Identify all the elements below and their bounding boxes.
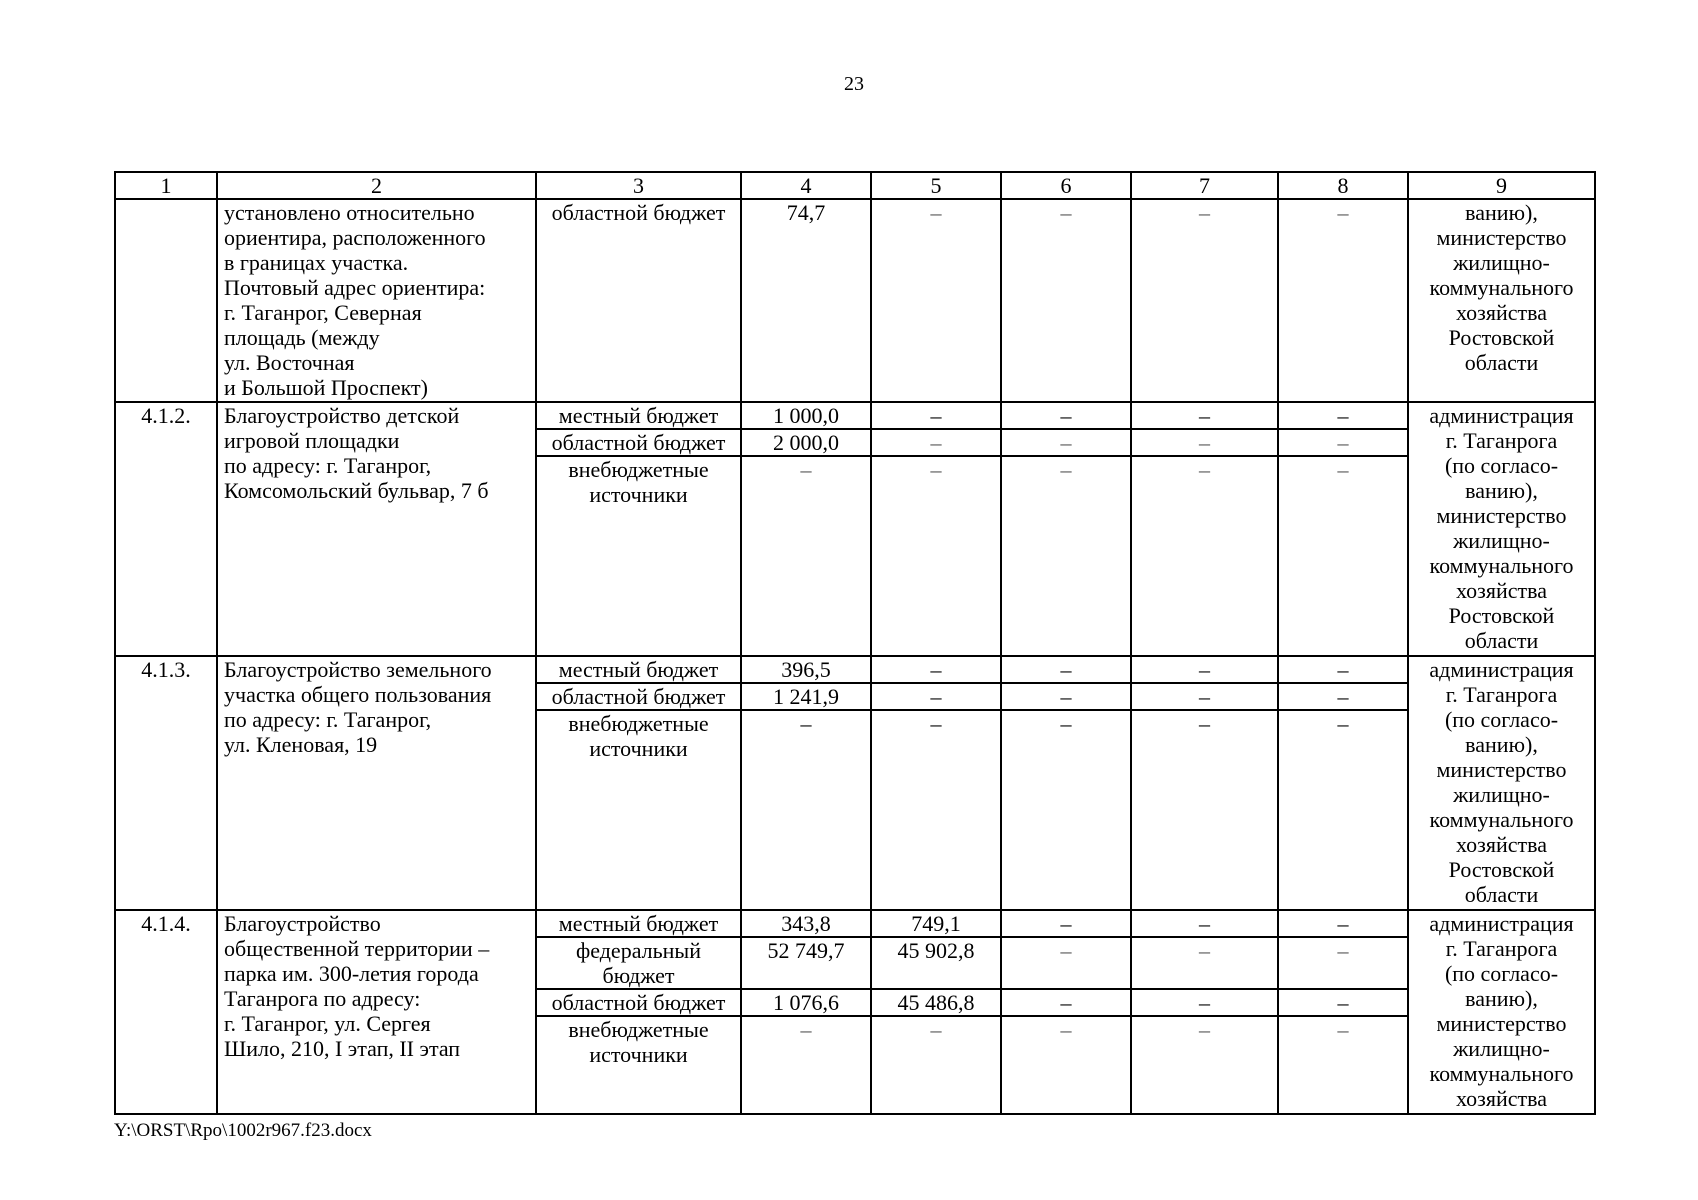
value-col-6: – bbox=[1001, 456, 1131, 656]
funding-source-cell: областной бюджет bbox=[536, 989, 741, 1016]
header-col-9: 9 bbox=[1408, 172, 1595, 199]
value-col-5: – bbox=[871, 1016, 1001, 1114]
value-col-7: – bbox=[1131, 402, 1278, 429]
value-col-4: – bbox=[741, 1016, 871, 1114]
funding-source-cell: областной бюджет bbox=[536, 199, 741, 402]
funding-source-cell: внебюджетные источники bbox=[536, 1016, 741, 1114]
value-col-5: – bbox=[871, 456, 1001, 656]
funding-source-cell: внебюджетные источники bbox=[536, 710, 741, 910]
value-col-4: 52 749,7 bbox=[741, 937, 871, 989]
value-col-4: 1 076,6 bbox=[741, 989, 871, 1016]
value-col-5: – bbox=[871, 402, 1001, 429]
value-col-7: – bbox=[1131, 937, 1278, 989]
value-col-5: – bbox=[871, 429, 1001, 456]
value-col-5: 45 486,8 bbox=[871, 989, 1001, 1016]
value-col-6: – bbox=[1001, 402, 1131, 429]
header-col-6: 6 bbox=[1001, 172, 1131, 199]
value-col-6: – bbox=[1001, 656, 1131, 683]
header-col-8: 8 bbox=[1278, 172, 1408, 199]
value-col-8: – bbox=[1278, 199, 1408, 402]
item-number-cell: 4.1.3. bbox=[115, 656, 217, 910]
header-col-5: 5 bbox=[871, 172, 1001, 199]
header-col-2: 2 bbox=[217, 172, 536, 199]
value-col-8: – bbox=[1278, 429, 1408, 456]
value-col-5: – bbox=[871, 710, 1001, 910]
value-col-5: 749,1 bbox=[871, 910, 1001, 937]
header-row bbox=[115, 172, 1595, 199]
table-row-4-1-2 bbox=[115, 402, 1595, 429]
table-row-continuation bbox=[115, 199, 1595, 402]
value-col-8: – bbox=[1278, 402, 1408, 429]
item-number-cell: 4.1.4. bbox=[115, 910, 217, 1114]
item-number-cell bbox=[115, 199, 217, 402]
value-col-8: – bbox=[1278, 683, 1408, 710]
value-col-7: – bbox=[1131, 429, 1278, 456]
value-col-8: – bbox=[1278, 937, 1408, 989]
value-col-7: – bbox=[1131, 989, 1278, 1016]
value-col-8: – bbox=[1278, 989, 1408, 1016]
header-col-3: 3 bbox=[536, 172, 741, 199]
value-col-5: – bbox=[871, 199, 1001, 402]
value-col-8: – bbox=[1278, 710, 1408, 910]
responsible-cell: администрация г. Таганрога (по согласо- ванию), министерство жилищно- коммунального хозяйства bbox=[1408, 910, 1595, 1114]
value-col-5: 45 902,8 bbox=[871, 937, 1001, 989]
value-col-6: – bbox=[1001, 1016, 1131, 1114]
value-col-4: – bbox=[741, 456, 871, 656]
value-col-7: – bbox=[1131, 710, 1278, 910]
value-col-6: – bbox=[1001, 910, 1131, 937]
file-path-footer: Y:\ORST\Rpo\1002r967.f23.docx bbox=[114, 1120, 372, 1141]
value-col-7: – bbox=[1131, 1016, 1278, 1114]
value-col-4: 74,7 bbox=[741, 199, 871, 402]
value-col-4: 1 000,0 bbox=[741, 402, 871, 429]
table-row-4-1-4 bbox=[115, 910, 1595, 937]
value-col-4: 396,5 bbox=[741, 656, 871, 683]
value-col-6: – bbox=[1001, 199, 1131, 402]
responsible-cell: администрация г. Таганрога (по согласо- ванию), министерство жилищно- коммунального хозяйства Ростовской области bbox=[1408, 656, 1595, 910]
responsible-cell: ванию), министерство жилищно- коммунального хозяйства Ростовской области bbox=[1408, 199, 1595, 402]
value-col-7: – bbox=[1131, 199, 1278, 402]
value-col-8: – bbox=[1278, 656, 1408, 683]
value-col-8: – bbox=[1278, 456, 1408, 656]
funding-source-cell: местный бюджет bbox=[536, 402, 741, 429]
value-col-4: 343,8 bbox=[741, 910, 871, 937]
value-col-5: – bbox=[871, 656, 1001, 683]
value-col-7: – bbox=[1131, 456, 1278, 656]
value-col-8: – bbox=[1278, 910, 1408, 937]
item-description-cell: Благоустройство общественной территории – парка им. 300-летия города Таганрога по адресу: г. Таганрог, ул. Сергея Шило, 210, I этап, II этап bbox=[217, 910, 536, 1114]
header-col-7: 7 bbox=[1131, 172, 1278, 199]
header-col-4: 4 bbox=[741, 172, 871, 199]
value-col-6: – bbox=[1001, 937, 1131, 989]
program-table bbox=[114, 171, 1596, 1115]
item-number-cell: 4.1.2. bbox=[115, 402, 217, 656]
funding-source-cell: областной бюджет bbox=[536, 429, 741, 456]
value-col-4: 2 000,0 bbox=[741, 429, 871, 456]
value-col-6: – bbox=[1001, 710, 1131, 910]
responsible-cell: администрация г. Таганрога (по согласо- ванию), министерство жилищно- коммунального хозяйства Ростовской области bbox=[1408, 402, 1595, 656]
value-col-7: – bbox=[1131, 656, 1278, 683]
value-col-5: – bbox=[871, 683, 1001, 710]
value-col-6: – bbox=[1001, 989, 1131, 1016]
funding-source-cell: внебюджетные источники bbox=[536, 456, 741, 656]
value-col-8: – bbox=[1278, 1016, 1408, 1114]
value-col-6: – bbox=[1001, 683, 1131, 710]
value-col-7: – bbox=[1131, 683, 1278, 710]
funding-source-cell: областной бюджет bbox=[536, 683, 741, 710]
value-col-6: – bbox=[1001, 429, 1131, 456]
item-description-cell: Благоустройство детской игровой площадки по адресу: г. Таганрог, Комсомольский бульвар, 7 б bbox=[217, 402, 536, 656]
item-description-cell: Благоустройство земельного участка общего пользования по адресу: г. Таганрог, ул. Кленовая, 19 bbox=[217, 656, 536, 910]
value-col-7: – bbox=[1131, 910, 1278, 937]
table-row-4-1-3 bbox=[115, 656, 1595, 683]
value-col-4: 1 241,9 bbox=[741, 683, 871, 710]
funding-source-cell: федеральный бюджет bbox=[536, 937, 741, 989]
value-col-4: – bbox=[741, 710, 871, 910]
item-description-cell: установлено относительно ориентира, расположенного в границах участка. Почтовый адрес ориентира: г. Таганрог, Северная площадь (между ул. Восточная и Большой Проспект) bbox=[217, 199, 536, 402]
header-col-1: 1 bbox=[115, 172, 217, 199]
page-number: 23 bbox=[844, 73, 864, 95]
funding-source-cell: местный бюджет bbox=[536, 910, 741, 937]
funding-source-cell: местный бюджет bbox=[536, 656, 741, 683]
